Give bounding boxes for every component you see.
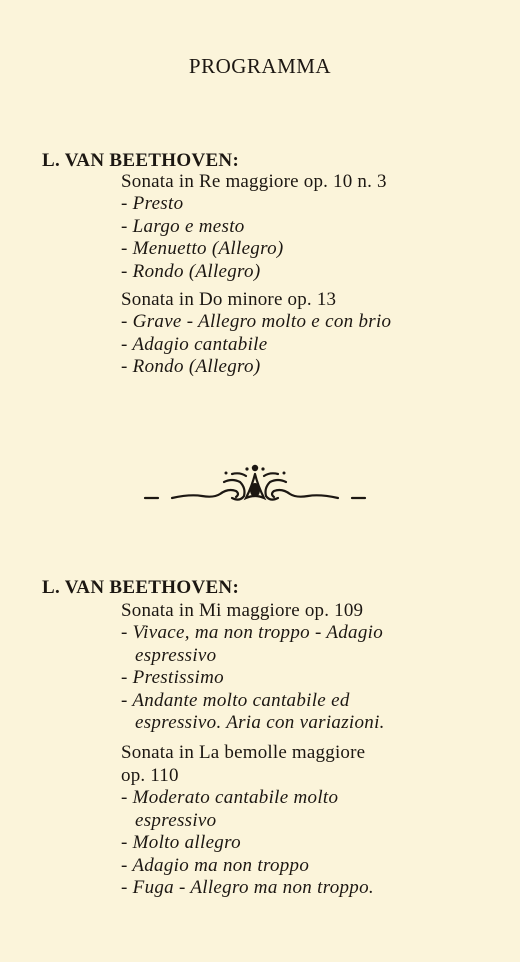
sonata-1 (121, 170, 491, 283)
movement-item (121, 622, 491, 667)
sonata-title: Sonata in Re maggiore op. 10 n. 3 (121, 171, 387, 192)
movement-line: - Moderato cantabile molto (121, 787, 339, 808)
movement-line: - Andante molto cantabile ed (121, 689, 350, 711)
movement-item: - Molto allegro (121, 832, 241, 853)
sonata-title: Sonata in Do minore op. 13 (121, 289, 337, 310)
sonata-4 (121, 741, 491, 900)
movement-item: - Menuetto (Allegro) (121, 238, 284, 259)
sonata-title-line: op. 110 (121, 765, 179, 786)
sonata-3 (121, 599, 491, 735)
movement-item: - Largo e mesto (121, 215, 245, 237)
sonata-title (121, 741, 491, 787)
movement-item: - Rondo (Allegro) (121, 356, 261, 377)
composer-name: L. VAN BEETHOVEN: (42, 577, 240, 598)
sonata-title: Sonata in Mi maggiore op. 109 (121, 600, 364, 621)
movement-line: espressivo (135, 809, 217, 831)
movement-item: - Adagio ma non troppo (121, 854, 310, 876)
movement-line: - Vivace, ma non troppo - Adagio (121, 622, 384, 643)
movement-line: espressivo. Aria con variazioni. (135, 712, 385, 733)
scroll-ornament-icon (140, 458, 370, 510)
movement-item: - Adagio cantabile (121, 333, 268, 355)
movement-item: - Presto (121, 193, 184, 214)
movement-item: - Fuga - Allegro ma non troppo. (121, 877, 374, 898)
movement-item: - Prestissimo (121, 667, 224, 688)
movement-item (121, 787, 491, 832)
movement-line: espressivo (135, 644, 217, 666)
movement-item: - Rondo (Allegro) (121, 260, 261, 282)
page-title: PROGRAMMA (188, 54, 332, 78)
sonata-title-line: Sonata in La bemolle maggiore (121, 742, 366, 763)
movement-item (121, 690, 491, 735)
sonata-2 (121, 288, 491, 379)
composer-name: L. VAN BEETHOVEN: (42, 150, 240, 171)
movement-item: - Grave - Allegro molto e con brio (121, 311, 392, 332)
